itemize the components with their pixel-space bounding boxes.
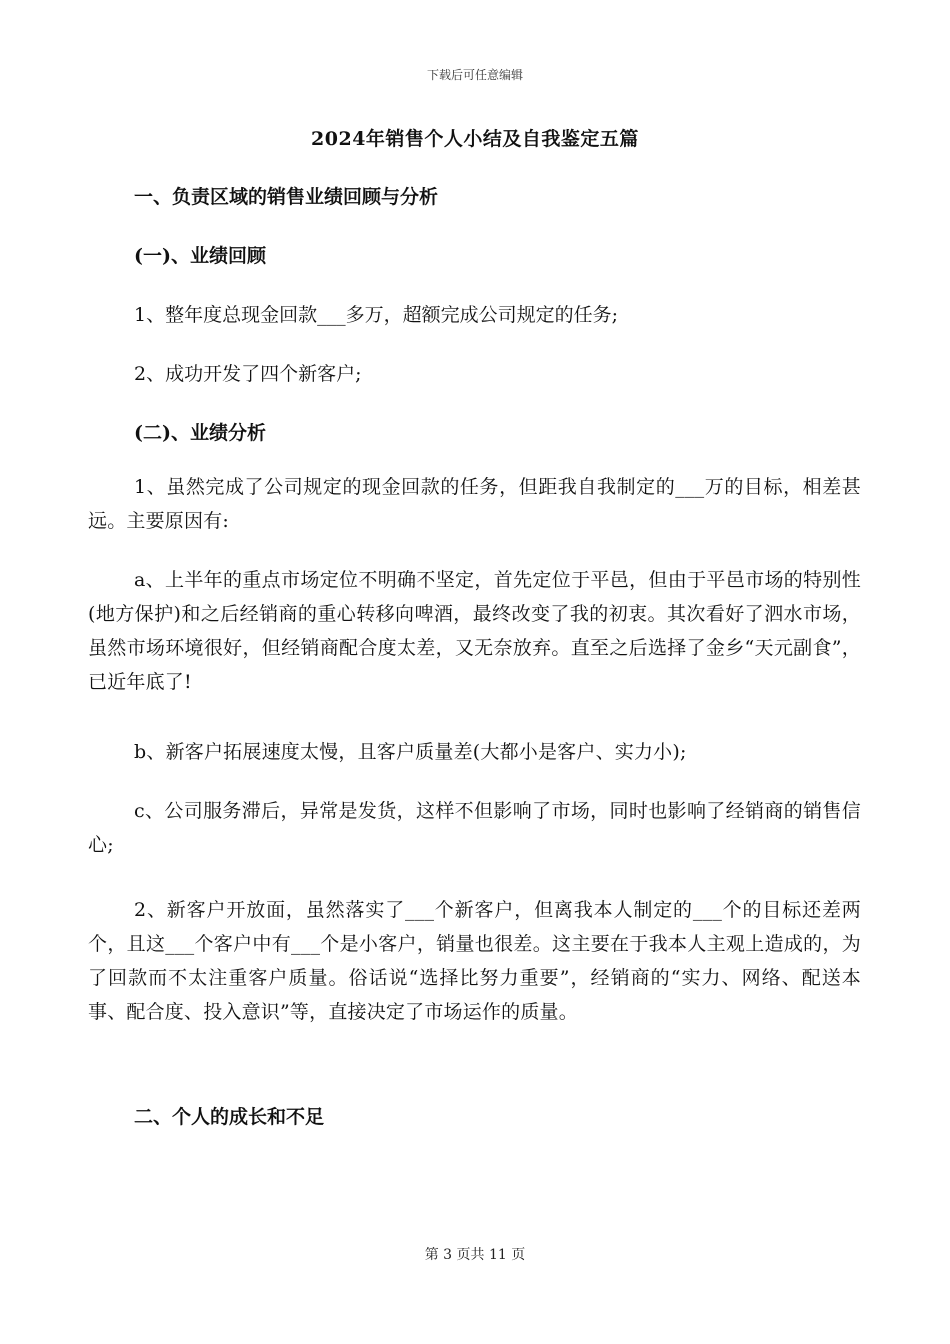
page-header-note: 下载后可任意编辑 (426, 68, 523, 82)
subsection-1-heading: (一)、业绩回顾 (134, 245, 266, 267)
analysis-paragraph-b: b、新客户拓展速度太慢，且客户质量差(大都小是客户、实力小); (134, 741, 687, 763)
document-title: 2024年销售个人小结及自我鉴定五篇 (311, 128, 639, 150)
section-2-heading: 二、个人的成长和不足 (134, 1106, 325, 1128)
analysis-paragraph-1: 1、虽然完成了公司规定的现金回款的任务，但距我自我制定的___万的目标，相差甚远。主要原因有: (88, 476, 861, 532)
review-item-2: 2、成功开发了四个新客户; (134, 363, 362, 385)
page-footer: 第 3 页共 11 页 (424, 1247, 526, 1263)
analysis-paragraph-2: 2、新客户开放面，虽然落实了___个新客户，但离我本人制定的___个的目标还差两个，且这___个客户中有___个是小客户，销量也很差。这主要在于我本人主观上造成的，为了回款而不太注重客户质量。俗话说“选择比努力重要”，经销商的“实力、网络、配送本事、配合度、投入意识”等，直接决定了市场运作的质量。 (88, 899, 861, 1023)
analysis-paragraph-a: a、上半年的重点市场定位不明确不坚定，首先定位于平邑，但由于平邑市场的特别性(地方保护)和之后经销商的重心转移向啤酒，最终改变了我的初衷。其次看好了泗水市场，虽然市场环境很好，但经销商配合度太差，又无奈放弃。直至之后选择了金乡“天元副食”，已近年底了! (88, 569, 861, 693)
section-1-heading: 一、负责区域的销售业绩回顾与分析 (134, 186, 439, 208)
subsection-2-heading: (二)、业绩分析 (134, 422, 266, 444)
analysis-paragraph-c: c、公司服务滞后，异常是发货，这样不但影响了市场，同时也影响了经销商的销售信心; (88, 800, 861, 856)
review-item-1: 1、整年度总现金回款___多万，超额完成公司规定的任务; (134, 304, 618, 326)
